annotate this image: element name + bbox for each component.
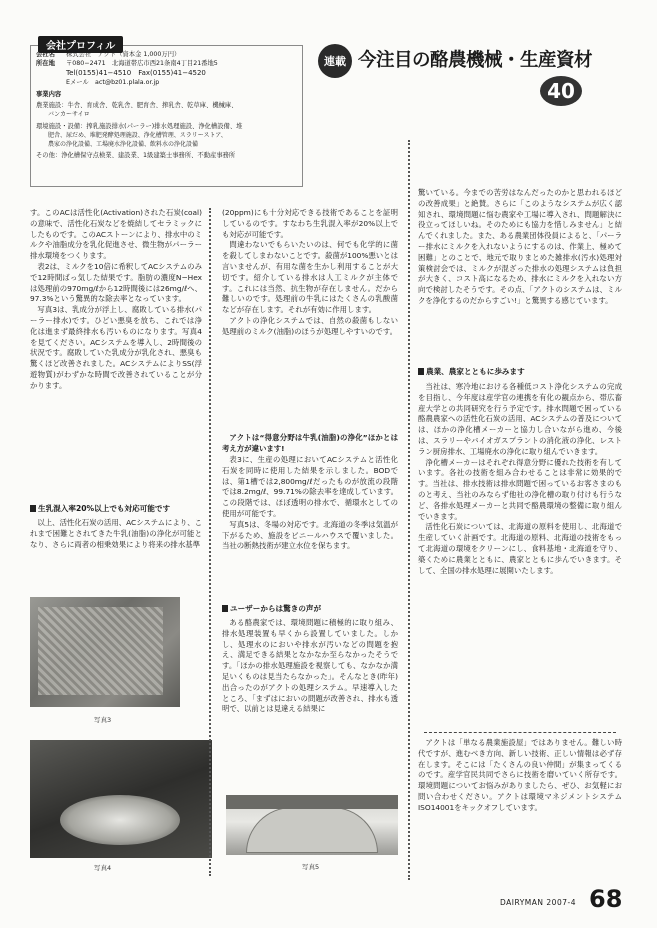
magazine-name: DAIRYMAN 2007-4	[500, 898, 576, 907]
col1-text-bottom: 以上、活性化石炭の活用、ACシステムにより、これまで困難とされてきた牛乳(油脂)の浄化が可能となり、さらに両者の相乗効果により将来の排水基準	[30, 518, 202, 549]
col1-text-top: す。このACは活性化(Activation)された石炭(coal)の意味で、活性化石炭などを焼結してセラミックにしたものです。このACストーンにより、排水中のミルクや油脂成分を乳化促進させ、微生物がパーラー排水環境をつくります。 表2は、ミルクを10倍に希釈してACシステムのみで12時間ばっ気した結果です。脂肪の濃度N−Hexは処理前の970mg/ℓから12時間後には26mg/ℓへ、97.3%という驚異的な除去率となっています。 写真3は、乳成分が浮上し、腐敗している排水(パーラー排水)です。ひどい悪臭を放ち、これでは浄化は進まず最終排水も汚いものになります。写真4を見てください。ACシステムを導入し、2時間後の状況です。腐敗していた乳成分が乳化され、悪臭も驚くほど改善されました。ACシステムによりSS(浮遊物質)がわずかな時間で改善されていることが分かります。	[30, 208, 202, 390]
business-line: 農業施設：牛舎、育成舎、乾乳舎、肥育舎、搾乳舎、乾草庫、機械庫、	[36, 102, 238, 109]
bold-quote: アクトは“得意分野は牛乳(油脂)の浄化”ほかとは考え方が違います!	[222, 433, 398, 453]
col3-text-top: 驚いている。今までの苦労はなんだったのかと思われるほどの改善成果」と絶賛。さらに「このようなシステムが広く認知され、環境問題に悩む農家や工場に導入され、問題解決に役立ってほしいね。そのためにも協力を惜しみません」と結んでくれました。また、ある農業団体役員によると、「パーラー排水にミルクを入れないようにするのは、作業上、極めて困難」とのことで、地元で取りまとめた雑排水(汚水)処理対策検討会では、ミルクが混ざった排水の処理システムは負担が大きく、コスト高になるため、排水にミルクを入れない方向で検討したそうです。その点、「アクトのシステムは、ミルクを浄化するのだからすごい!」と驚異する感じています。	[418, 188, 622, 305]
photo-5-caption: 写真5	[302, 863, 320, 871]
profile-section-label: 事業内容	[36, 91, 62, 98]
column-divider	[209, 208, 217, 876]
series-badge: 連載	[318, 44, 352, 78]
business-line: 農家の浄化設備、工場廃水浄化設備、飲料水の浄化設備	[48, 141, 199, 148]
business-line: バンカーサイロ	[48, 111, 90, 118]
profile-row: Eメール act@bz01.plala.or.jp	[66, 79, 160, 86]
note-divider	[424, 732, 616, 733]
col2-text-mid: 表3に、生産の処理においてACシステムと活性化石炭を同時に使用した結果を示しました。BODでは、第1槽では2,800mg/ℓだったものが放流の段階では8.2mg/ℓ、99.71%の除去率を達成しています。この段階では、ほぼ透明の排水で、循環水としての使用が可能です。 写真5は、冬場の対応です。北海道の冬季は気温が下がるため、施設をビニールハウスで覆いました。当社の断熱技術が建立水位を保ちます。	[222, 455, 398, 551]
series-header	[318, 40, 638, 105]
photo-3	[30, 597, 180, 707]
heading-marker	[222, 605, 228, 612]
col3-note: アクトは「単なる農業施設屋」ではありません。難しい時代ですが、進むべき方向、新しい技術、正しい情報は必ず存在します。そこには「たくさんの良い仲間」が集まってくるのです。産学官民共同でさらに技術を磨いていく所存です。環境問題についてお悩みがありましたら、ぜひ、お気軽にお問い合わせください。アクトは環境マネジメントシステムISO14001をキックオフしています。	[418, 738, 622, 812]
col2-text-top: (20ppm)にも十分対応できる技術であることを証明しているのです。すなわち生乳混入率が20%以上でも対応が可能です。 問違わないでもらいたいのは、何でも化学的に菌を殺してしまわないことです。殺菌が100%悪いとは言いませんが、有用な菌を生かし利用することが大切です。紹介している排水は人工ミルクが主体です。これには当然、抗生物が存在しません。だから難しいのです。処理前の牛乳にはたくさんの乳酸菌などが存在します。それが有効に作用します。 アクトの浄化システムでは、自然の殺菌もしない処理前のミルク(油脂)のほうが処理しやすいのです。	[222, 208, 398, 336]
heading-marker	[30, 505, 36, 512]
photo-4-caption: 写真4	[94, 864, 112, 872]
section-heading: 農業、農家とともに歩みます	[418, 366, 525, 377]
profile-row: Tel(0155)41−4510 Fax(0155)41−4520	[66, 69, 206, 77]
heading-marker	[418, 368, 424, 375]
series-title: 今注目の酪農機械・生産資材	[358, 50, 593, 71]
business-line: その他：浄化槽保守点検業、建設業、1級建築士事務所、不動産事務所	[36, 152, 236, 159]
photo-3-caption: 写真3	[94, 716, 112, 724]
company-profile	[30, 36, 303, 186]
col3-text-bottom: 当社は、寒冷地における各種低コスト浄化システムの完成を目指し、今年度は産学官の連携を有化の観点から、帯広畜産大学との共同研究を行う予定です。排水問題で困っている酪農農家への活性化石炭の活用、ACシステムの普及については、ほかの浄化槽メーカーと協力し合いながら進め、今後は、スラリーやバイオガスプラントの消化液の浄化、レストラン厨房排水、工場廃水の浄化に取り組んでいきます。 浄化槽メーカーはそれぞれ得意分野に優れた技術を有しています。各社の技術を組み合わせることは非常に効果的です。当社は、排水技術は排水問題で困っているお客さまのものと考え、当社のみならず他社の浄化槽の取り付けも行うなど、各排水処理メーカーと共同で酪農環境の整備に取り組んでいきます。 活性化石炭については、北海道の原料を使用し、北海道で生産していく計画です。北海道の原料、北海道の技術をもって北海道の環境をクリーンにし、食料基地・北海道を守り、築くために農業とともに、農家とともに歩んでいきます。そして、全国の排水処理に展開いたします。	[418, 382, 622, 575]
photo-4	[30, 740, 212, 858]
profile-tab: 会社プロフィル	[38, 36, 123, 53]
section-heading: ユーザーからは驚きの声が	[222, 603, 321, 614]
profile-row: 会社名 株式会社 アクト（資本金 1,000万円）	[36, 51, 181, 58]
series-number: 40	[540, 76, 582, 106]
business-line: 肥舎、尿だめ、堆肥発酵処理施設、浄化槽管理、スラリーストア、	[48, 132, 227, 139]
col2-text-bottom: ある酪農家では、環境問題に積極的に取り組み、排水処理装置も早くから設置していました。しかし、処理水のにおいや排水が汚いなどの問題を抱え、満足できる結果となかなか至らなかったそうです。「ほかの排水処理施設を視察しても、なかなか満足いくものは見当たらなかった」。そんなとき(昨年)出合ったのがアクトの処理システム。早速導入したところ、「まずはにおいの問題が改善され、排水も透明で、以前とは見違える結果に	[222, 618, 398, 714]
section-heading: 生乳混入率20%以上でも対応可能です	[30, 503, 170, 514]
profile-row: 所在地 〒080−2471 北海道帯広市西21条南4丁目21番地5	[36, 60, 218, 67]
photo-5	[226, 795, 398, 855]
column-divider	[408, 140, 416, 880]
page-number: 68	[589, 885, 623, 913]
business-line: 環境施設・設備：搾乳施設排水(パーラー)排水処理施設、浄化槽設備、堆	[36, 123, 243, 130]
